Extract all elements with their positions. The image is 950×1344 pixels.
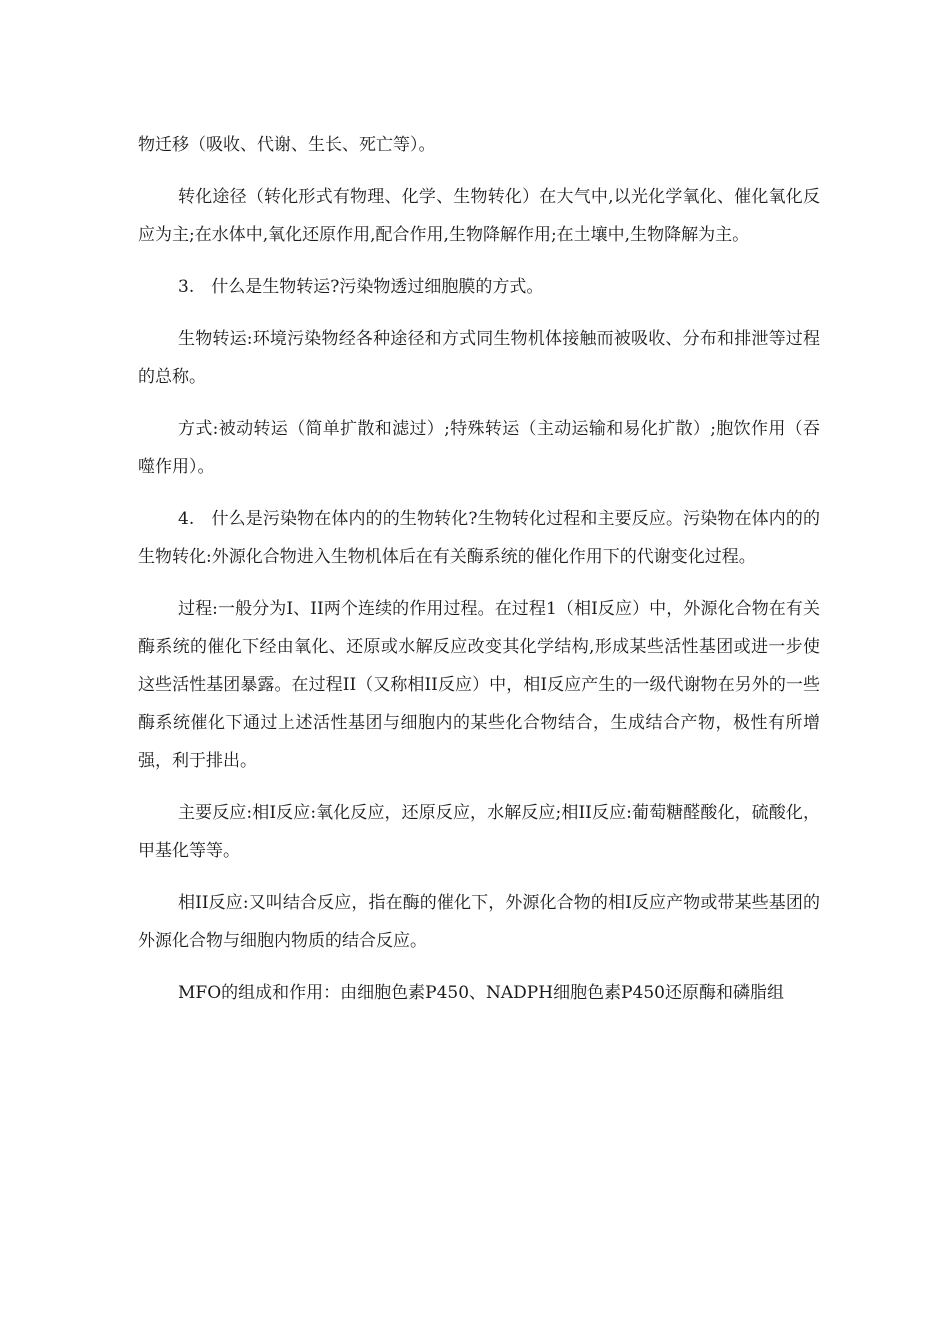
- paragraph-main-reactions: 主要反应:相I反应:氧化反应，还原反应，水解反应;相II反应:葡萄糖醛酸化，硫酸化，甲基化等等。: [138, 803, 820, 861]
- question-3-heading: 3. 什么是生物转运?污染物透过细胞膜的方式。: [178, 277, 544, 297]
- paragraph-biotransport-definition: 生物转运:环境污染物经各种途径和方式同生物机体接触而被吸收、分布和排泄等过程的总称。: [138, 329, 820, 387]
- paragraph-mfo: MFO的组成和作用：由细胞色素P450、NADPH细胞色素P450还原酶和磷脂组: [178, 983, 784, 1003]
- paragraph-process: 过程:一般分为I、II两个连续的作用过程。在过程1（相I反应）中，外源化合物在有关酶系统的催化下经由氧化、还原或水解反应改变其化学结构,形成某些活性基团或进一步使这些活性基团暴露。在过程II（又称相II反应）中，相I反应产生的一级代谢物在另外的一些酶系统催化下通过上述活性基团与细胞内的某些化合物结合，生成结合产物，极性有所增强，利于排出。: [138, 599, 820, 771]
- paragraph-migration-end: 物迁移（吸收、代谢、生长、死亡等）。: [138, 135, 436, 155]
- paragraph-transformation-pathways: 转化途径（转化形式有物理、化学、生物转化）在大气中,以光化学氧化、催化氧化反应为主;在水体中,氧化还原作用,配合作用,生物降解作用;在土壤中,生物降解为主。: [138, 187, 820, 245]
- paragraph-transport-modes: 方式:被动转运（简单扩散和滤过）;特殊转运（主动运输和易化扩散）;胞饮作用（吞噬作用）。: [138, 419, 820, 477]
- question-4-heading: 4. 什么是污染物在体内的的生物转化?生物转化过程和主要反应。污染物在体内的的生物转化:外源化合物进入生物机体后在有关酶系统的催化作用下的代谢变化过程。: [138, 509, 820, 567]
- document-body: [138, 126, 820, 1026]
- paragraph-phase-ii: 相II反应:又叫结合反应，指在酶的催化下，外源化合物的相I反应产物或带某些基团的外源化合物与细胞内物质的结合反应。: [138, 893, 820, 951]
